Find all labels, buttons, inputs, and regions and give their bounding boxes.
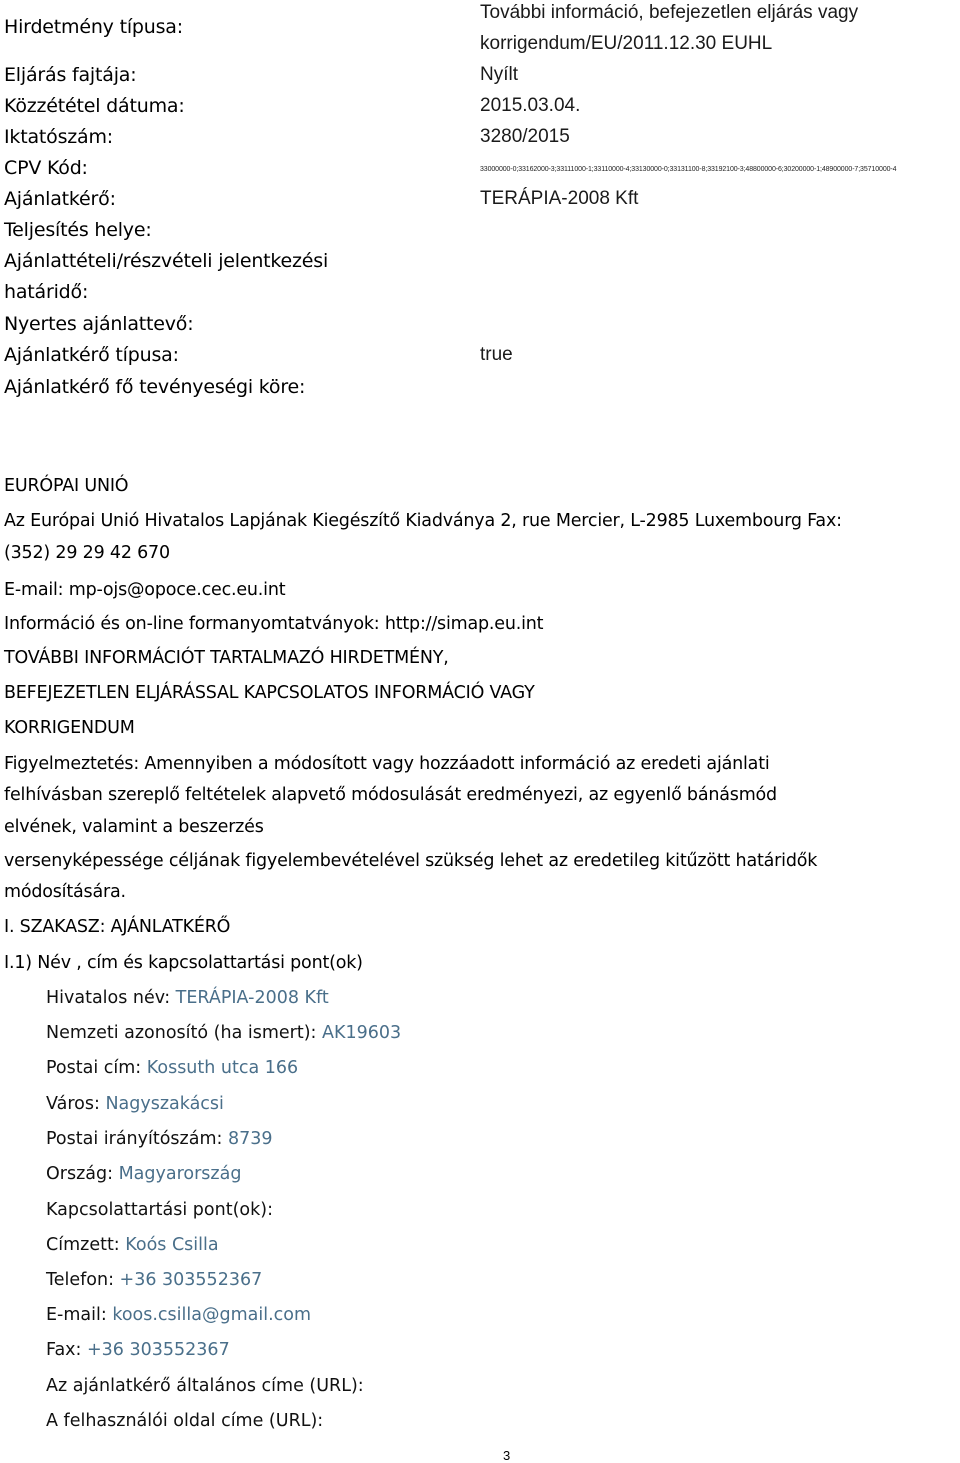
label-fo-tevekenysegi-kore: Ajánlatkérő fő tevényeségi köre: — [4, 376, 306, 398]
contact-hivatalos-nev: Hivatalos név: TERÁPIA-2008 Kft — [46, 988, 329, 1008]
eu-info: Információ és on-line formanyomtatványok: http://simap.eu.int — [4, 614, 544, 634]
contact-postai-cim: Postai cím: Kossuth utca 166 — [46, 1058, 299, 1078]
eu-heading: EURÓPAI UNIÓ — [4, 476, 129, 496]
page-number: 3 — [503, 1448, 511, 1463]
notice-title-line1: TOVÁBBI INFORMÁCIÓT TARTALMAZÓ HIRDETMÉNY, — [4, 648, 449, 668]
value-cpv-kod: 33000000-0;33162000-3;33111000-1;33110000-4;33130000-0;33131100-8;33192100-3;48800000-6;30200000-1;48900000-7;35710000-4 — [480, 166, 897, 173]
warning-line2: felhívásban szereplő feltételek alapvető módosulását eredményezi, az egyenlő bánásmód — [4, 785, 777, 805]
notice-title-line3: KORRIGENDUM — [4, 718, 135, 738]
section-heading: I. SZAKASZ: AJÁNLATKÉRŐ — [4, 917, 231, 937]
contact-fax: Fax: +36 303552367 — [46, 1340, 230, 1360]
value-kozzetetel-datuma: 2015.03.04. — [480, 95, 581, 116]
value-hirdetmeny-tipusa-line2: korrigendum/EU/2011.12.30 EUHL — [480, 33, 773, 54]
value-ajanlatkero: TERÁPIA-2008 Kft — [480, 188, 639, 209]
warning-line1: Figyelmeztetés: Amennyiben a módosított vagy hozzáadott információ az eredeti ajánlati — [4, 754, 770, 774]
value-hirdetmeny-tipusa-line1: További információ, befejezetlen eljárás vagy — [480, 2, 859, 23]
label-cpv-kod: CPV Kód: — [4, 157, 88, 179]
address-line1: Az Európai Unió Hivatalos Lapjának Kiegészítő Kiadványa 2, rue Mercier, L-2985 Luxembourg Fax: — [4, 511, 842, 531]
warning-line4: versenyképessége céljának figyelembevételével szükség lehet az eredetileg kitűzött határidők — [4, 851, 818, 871]
label-hatarido-line2: határidő: — [4, 281, 89, 303]
value-eljaras-fajtaja: Nyílt — [480, 64, 518, 85]
label-hirdetmeny-tipusa: Hirdetmény típusa: — [4, 16, 183, 38]
value-ajanlatkero-tipusa: true — [480, 344, 513, 365]
label-teljesites-helye: Teljesítés helye: — [4, 219, 152, 241]
contact-varos: Város: Nagyszakácsi — [46, 1094, 224, 1114]
label-nyertes-ajanlattevo: Nyertes ajánlattevő: — [4, 313, 194, 335]
label-ajanlatkero: Ajánlatkérő: — [4, 188, 116, 210]
warning-line5: módosítására. — [4, 882, 126, 902]
label-eljaras-fajtaja: Eljárás fajtája: — [4, 64, 137, 86]
label-ajanlatkero-tipusa: Ajánlatkérő típusa: — [4, 344, 179, 366]
eu-email: E-mail: mp-ojs@opoce.cec.eu.int — [4, 580, 286, 600]
contact-iranyitoszam: Postai irányítószám: 8739 — [46, 1129, 273, 1149]
contact-url-felhasznaloi: A felhasználói oldal címe (URL): — [46, 1411, 324, 1431]
label-kozzetetel-datuma: Közzététel dátuma: — [4, 95, 185, 117]
contact-nemzeti-azonosito: Nemzeti azonosító (ha ismert): AK19603 — [46, 1023, 402, 1043]
contact-telefon: Telefon: +36 303552367 — [46, 1270, 263, 1290]
contact-email: E-mail: koos.csilla@gmail.com — [46, 1305, 312, 1325]
address-line2: (352) 29 29 42 670 — [4, 543, 170, 563]
notice-title-line2: BEFEJEZETLEN ELJÁRÁSSAL KAPCSOLATOS INFORMÁCIÓ VAGY — [4, 683, 535, 703]
label-iktatoszam: Iktatószám: — [4, 126, 113, 148]
warning-line3: elvének, valamint a beszerzés — [4, 817, 264, 837]
value-iktatoszam: 3280/2015 — [480, 126, 570, 147]
subsection-heading: I.1) Név , cím és kapcsolattartási pont(ok) — [4, 953, 363, 973]
label-hatarido-line1: Ajánlattételi/részvételi jelentkezési — [4, 250, 329, 272]
contact-kapcsolattartasi: Kapcsolattartási pont(ok): — [46, 1200, 273, 1220]
contact-url-altalanos: Az ajánlatkérő általános címe (URL): — [46, 1376, 364, 1396]
contact-orszag: Ország: Magyarország — [46, 1164, 242, 1184]
contact-cimzett: Címzett: Koós Csilla — [46, 1235, 219, 1255]
